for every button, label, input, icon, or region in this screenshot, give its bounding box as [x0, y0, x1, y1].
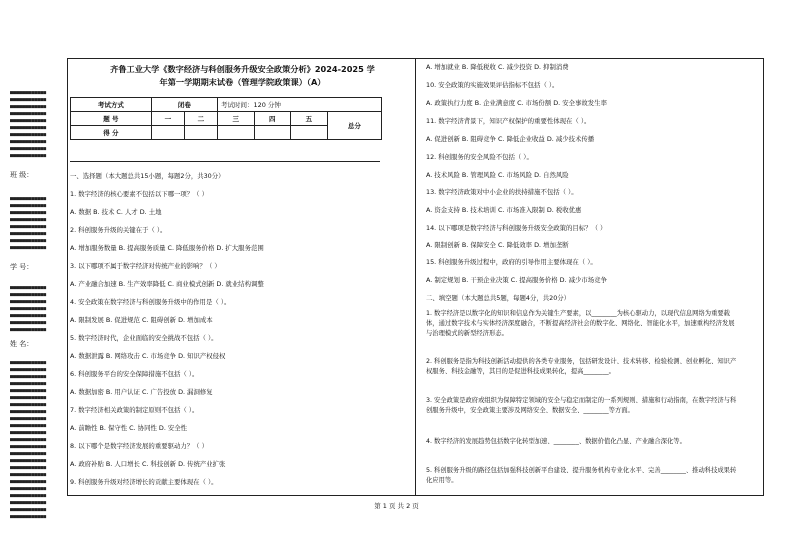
question-line: 12. 科创服务的安全风险不包括（ ）。	[426, 153, 533, 161]
question-line: A. 促进创新 B. 阻碍竞争 C. 降低企业收益 D. 减少技术传播	[426, 135, 595, 143]
score-table	[70, 97, 382, 140]
question-line: A. 资金支持 B. 技术培训 C. 市场准入限制 D. 税收优惠	[426, 206, 582, 214]
title-line-1: 齐鲁工业大学《数字经济与科创服务升级安全政策分析》2024-2025 学	[110, 64, 375, 74]
question-line: 6. 科创服务平台的安全保障措施不包括（ ）。	[70, 370, 199, 378]
question-line: A. 政府补贴 B. 人口增长 C. 科技创新 D. 传统产业扩张	[70, 460, 226, 468]
question-line: 13. 数字经济政策对中小企业的扶持措施不包括（ ）。	[426, 188, 578, 196]
exam-time: 考试时间：120 分钟	[217, 98, 381, 112]
fill-blank-question: 2. 科创服务是指为科技创新活动提供的各类专业服务，包括研发设计、技术转移、检验检测、创业孵化、知识产权服务、科技金融等，其目的是促进科技成果转化，提高________。	[426, 358, 737, 375]
col-5: 五	[291, 112, 328, 126]
binding-margin-top: ■■■■■■■■■■■■ ■■■■■■■■■■■■ ■■■■■■■■■■■■ ■■■■■■■■■■■■ ■■■■■■■■■■■■ ■■■■■■■■■■■■ ■■■■■■■■■■■■ ■■■■■■■■■■■■ ■■■■■■■■■■■■ ■■■■■■■■■■■■	[10, 90, 47, 159]
question-line: 4. 安全政策在数字经济与科创服务升级中的作用是（ ）。	[70, 298, 231, 306]
score-cell[interactable]	[151, 126, 184, 140]
question-line: A. 数据加密 B. 用户认证 C. 广告投放 D. 漏洞修复	[70, 388, 213, 396]
question-line: A. 限制发展 B. 促进规范 C. 阻碍创新 D. 增加成本	[70, 316, 213, 324]
page-footer: 第 1 页 共 2 页	[374, 502, 419, 510]
question-line: 15. 科创服务升级过程中，政府的引导作用主要体现在（ ）。	[426, 258, 597, 266]
score-cell[interactable]	[254, 126, 291, 140]
question-line: 5. 数字经济时代，企业面临的安全挑战不包括（ ）。	[70, 334, 218, 342]
exam-title	[70, 63, 415, 89]
binding-margin-mid1: ■■■■■■■■■■■■ ■■■■■■■■■■■■ ■■■■■■■■■■■■ ■■■■■■■■■■■■ ■■■■■■■■■■■■ ■■■■■■■■■■■■ ■■■■■■■■■■■■ ■■■■■■■■■■■■	[10, 196, 47, 251]
question-line: A. 增加就业 B. 降低税收 C. 减少投资 D. 抑制消费	[426, 63, 569, 71]
col-1: 一	[151, 112, 184, 126]
question-line: 7. 数字经济相关政策的制定原则不包括（ ）。	[70, 406, 199, 414]
column-divider	[415, 58, 416, 496]
question-line: 11. 数字经济背景下，知识产权保护的重要性体现在（ ）。	[426, 117, 591, 125]
section-separator	[70, 161, 380, 162]
question-line: 3. 以下哪项不属于数字经济对传统产业的影响？（ ）	[70, 262, 221, 270]
col-3: 三	[217, 112, 254, 126]
question-line: 9. 科创服务升级对经济增长的贡献主要体现在（ ）。	[70, 478, 218, 486]
score-cell[interactable]	[291, 126, 328, 140]
question-line: 1. 数字经济的核心要素不包括以下哪一项？（ ）	[70, 190, 208, 198]
question-line: A. 数据泄露 B. 网络攻击 C. 市场竞争 D. 知识产权侵权	[70, 352, 226, 360]
name-label: 姓 名：	[10, 340, 34, 348]
fill-blank-question: 1. 数字经济是以数字化的知识和信息作为关键生产要素，以________为核心驱动力，以现代信息网络为重要载体，通过数字技术与实体经济深度融合，不断提高经济社会的数字化、网络化、智能化水平，加速重构经济发展与治理模式的新型经济形态。	[426, 310, 735, 337]
question-line: 2. 科创服务升级的关键在于（ ）。	[70, 226, 167, 234]
exam-mode-label: 考试方式	[71, 98, 152, 112]
question-line: A. 前瞻性 B. 保守性 C. 协同性 D. 安全性	[70, 424, 188, 432]
col-2: 二	[184, 112, 217, 126]
question-line: A. 限制创新 B. 保障安全 C. 降低效率 D. 增加垄断	[426, 241, 569, 249]
title-line-2: 年第一学期期末试卷（管理学院政策课）（A）	[159, 77, 326, 87]
fill-blank-question: 3. 安全政策是政府或组织为保障特定领域的安全与稳定而制定的一系列规则、措施和行动指南，在数字经济与科创服务升级中，安全政策主要涉及网络安全、数据安全、________等方面。	[426, 397, 737, 414]
class-label: 班 级：	[10, 171, 34, 179]
binding-margin-mid2: ■■■■■■■■■■■■ ■■■■■■■■■■■■ ■■■■■■■■■■■■ ■■■■■■■■■■■■ ■■■■■■■■■■■■ ■■■■■■■■■■■■ ■■■■■■■■■■■■	[10, 285, 47, 333]
question-line: 8. 以下哪个是数字经济发展的重要驱动力？（ ）	[70, 442, 208, 450]
col-4: 四	[254, 112, 291, 126]
question-line: A. 制定规划 B. 干预企业决策 C. 提高服务价格 D. 减少市场竞争	[426, 276, 607, 284]
question-line: A. 政策执行力度 B. 企业满意度 C. 市场份额 D. 安全事故发生率	[426, 99, 607, 107]
exam-mode-value: 闭卷	[151, 98, 217, 112]
question-line: A. 产业融合加速 B. 生产效率降低 C. 商业模式创新 D. 就业结构调整	[70, 280, 264, 288]
question-line: A. 增加服务数量 B. 提高服务质量 C. 降低服务价格 D. 扩大服务范围	[70, 244, 264, 252]
student-id-label: 学 号：	[10, 263, 34, 271]
binding-margin-bottom: ■■■■■■■■■■■■ ■■■■■■■■■■■■ ■■■■■■■■■■■■ ■■■■■■■■■■■■ ■■■■■■■■■■■■ ■■■■■■■■■■■■ ■■■■■■■■■■■■ ■■■■■■■■■■■■ ■■■■■■■■■■■■ ■■■■■■■■■■■■ ■■■■■■■■■■■■ ■■■■■■■■■■■■ ■■■■■■■■■■■■ ■■■■■■■■■■■■ ■■■■■■■■■■■■ ■■■■■■■■■■■■ ■■■■■■■■■■■■ ■■■■■■■■■■■■ ■■■■■■■■■■■■ ■■■■■■■■■■■■ ■■■■■■■■■■■■ ■■■■■■■■■■■■ ■■■■■■■■■■■■	[10, 360, 47, 520]
score-cell[interactable]	[184, 126, 217, 140]
score-cell[interactable]	[217, 126, 254, 140]
fill-blank-question: 4. 数字经济的发展趋势包括数字化转型加速、________、数据价值化凸显、产业融合深化等。	[426, 438, 686, 445]
section-heading: 二、填空题（本大题总共5题，每题4分，共20分）	[426, 294, 571, 302]
section-heading: 一、选择题（本大题总共15小题，每题2分，共30分）	[70, 172, 225, 180]
question-line: 14. 以下哪项是数字经济与科创服务升级安全政策的目标？（ ）	[426, 224, 607, 232]
question-line: A. 数据 B. 技术 C. 人才 D. 土地	[70, 208, 162, 216]
qnum-label: 题 号	[71, 112, 152, 126]
question-line: 10. 安全政策的实施效果评估指标不包括（ ）。	[426, 81, 559, 89]
fill-blank-question: 5. 科创服务升级的路径包括加强科技创新平台建设、提升服务机构专业化水平、完善________、推动科技成果转化应用等。	[426, 467, 737, 484]
question-line: A. 技术风险 B. 管理风险 C. 市场风险 D. 自然风险	[426, 171, 569, 179]
score-label: 得 分	[71, 126, 152, 140]
total-label: 总分	[327, 112, 381, 140]
